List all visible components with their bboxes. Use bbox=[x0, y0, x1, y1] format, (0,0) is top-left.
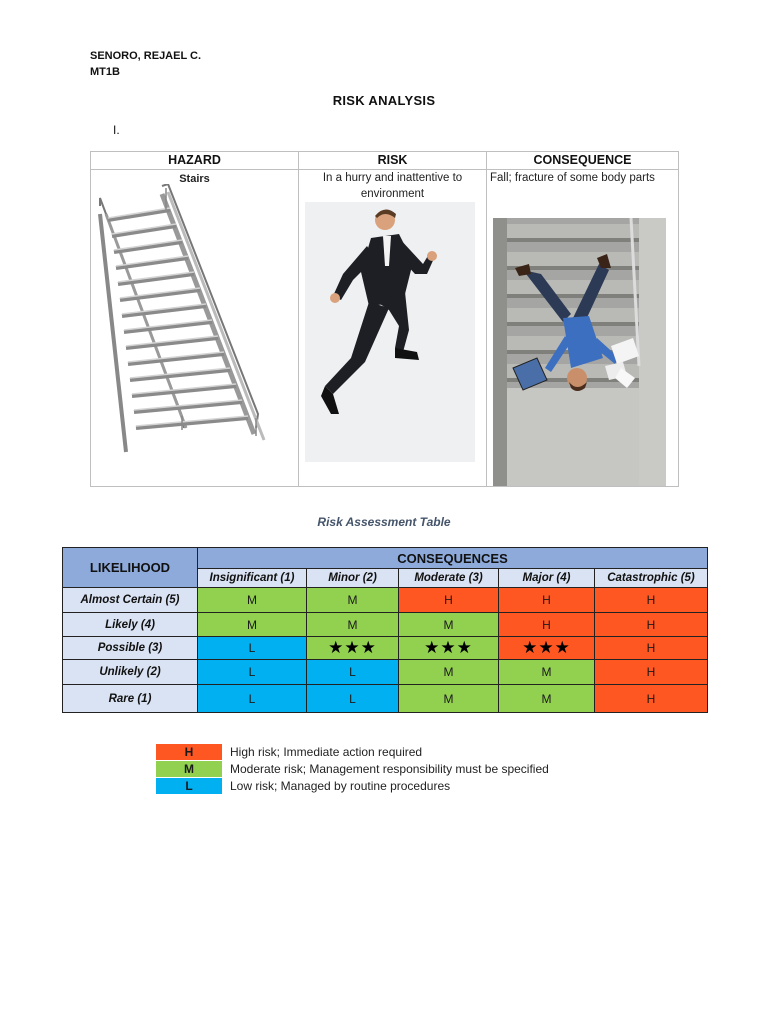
legend-text-high: High risk; Immediate action required bbox=[230, 744, 423, 759]
risk-cell: M bbox=[198, 588, 307, 613]
legend-item-low bbox=[156, 777, 549, 794]
author-section: MT1B bbox=[90, 66, 120, 78]
hazard-cell bbox=[91, 170, 299, 486]
legend-swatch-moderate: M bbox=[156, 761, 222, 777]
consequences-header: CONSEQUENCES bbox=[198, 548, 708, 569]
risk-cell: H bbox=[595, 613, 708, 637]
column-consequence: CONSEQUENCE bbox=[533, 153, 632, 167]
risk-cell: M bbox=[399, 685, 499, 713]
risk-text: In a hurry and inattentive to environment bbox=[322, 172, 463, 200]
star-marker: ★★★ bbox=[499, 637, 595, 660]
risk-cell: H bbox=[399, 588, 499, 613]
risk-cell: M bbox=[198, 613, 307, 637]
risk-cell: M bbox=[399, 660, 499, 685]
matrix-row-almost-certain bbox=[63, 588, 708, 613]
risk-cell: H bbox=[499, 613, 595, 637]
hazard-table-header bbox=[91, 152, 678, 170]
legend-item-high bbox=[156, 743, 549, 760]
consequence-cell bbox=[487, 170, 678, 486]
fallen-man-on-stairs-photo bbox=[493, 218, 666, 486]
author-name: SENORO, REJAEL C. bbox=[90, 50, 202, 62]
column-risk: RISK bbox=[299, 152, 487, 169]
running-businessman-photo bbox=[305, 202, 475, 462]
risk-cell: M bbox=[399, 613, 499, 637]
consequence-text: Fall; fracture of some body parts bbox=[490, 172, 655, 184]
risk-cell: M bbox=[499, 685, 595, 713]
item-number: I. bbox=[113, 123, 120, 137]
risk-legend bbox=[156, 743, 549, 794]
consequence-level-1: Insignificant (1) bbox=[198, 569, 307, 588]
legend-swatch-high: H bbox=[156, 744, 222, 760]
consequence-level-4: Major (4) bbox=[499, 569, 595, 588]
legend-text-low: Low risk; Managed by routine procedures bbox=[230, 778, 451, 793]
risk-cell: L bbox=[307, 685, 399, 713]
matrix-row-likely bbox=[63, 613, 708, 637]
staircase-illustration bbox=[96, 184, 271, 454]
risk-cell bbox=[299, 170, 487, 486]
matrix-caption: Risk Assessment Table bbox=[317, 515, 451, 529]
risk-cell: L bbox=[198, 685, 307, 713]
legend-item-moderate bbox=[156, 760, 549, 777]
likelihood-label: Unlikely (2) bbox=[63, 660, 198, 685]
legend-swatch-low: L bbox=[156, 778, 222, 794]
risk-cell: H bbox=[595, 588, 708, 613]
matrix-row-unlikely bbox=[63, 660, 708, 685]
column-hazard: HAZARD bbox=[91, 152, 299, 169]
star-marker: ★★★ bbox=[307, 637, 399, 660]
risk-cell: L bbox=[198, 660, 307, 685]
risk-cell: M bbox=[499, 660, 595, 685]
star-marker: ★★★ bbox=[399, 637, 499, 660]
likelihood-label: Possible (3) bbox=[63, 637, 198, 660]
risk-cell: H bbox=[595, 637, 708, 660]
risk-cell: L bbox=[307, 660, 399, 685]
risk-cell: H bbox=[595, 660, 708, 685]
likelihood-label: Likely (4) bbox=[63, 613, 198, 637]
consequence-level-5: Catastrophic (5) bbox=[595, 569, 708, 588]
likelihood-label: Almost Certain (5) bbox=[63, 588, 198, 613]
author-block bbox=[90, 48, 201, 80]
risk-cell: H bbox=[499, 588, 595, 613]
likelihood-header: LIKELIHOOD bbox=[63, 548, 198, 588]
risk-cell: H bbox=[595, 685, 708, 713]
consequence-level-3: Moderate (3) bbox=[399, 569, 499, 588]
consequence-level-2: Minor (2) bbox=[307, 569, 399, 588]
matrix-row-possible bbox=[63, 637, 708, 660]
risk-cell: M bbox=[307, 588, 399, 613]
hazard-table-row bbox=[91, 170, 678, 486]
risk-cell: M bbox=[307, 613, 399, 637]
risk-matrix bbox=[62, 547, 708, 713]
likelihood-label: Rare (1) bbox=[63, 685, 198, 713]
risk-cell: L bbox=[198, 637, 307, 660]
hazard-text: Stairs bbox=[179, 173, 210, 185]
matrix-row-rare bbox=[63, 685, 708, 713]
hazard-table bbox=[90, 151, 679, 487]
legend-text-moderate: Moderate risk; Management responsibility must be specified bbox=[230, 761, 549, 776]
document-title: RISK ANALYSIS bbox=[332, 93, 436, 108]
